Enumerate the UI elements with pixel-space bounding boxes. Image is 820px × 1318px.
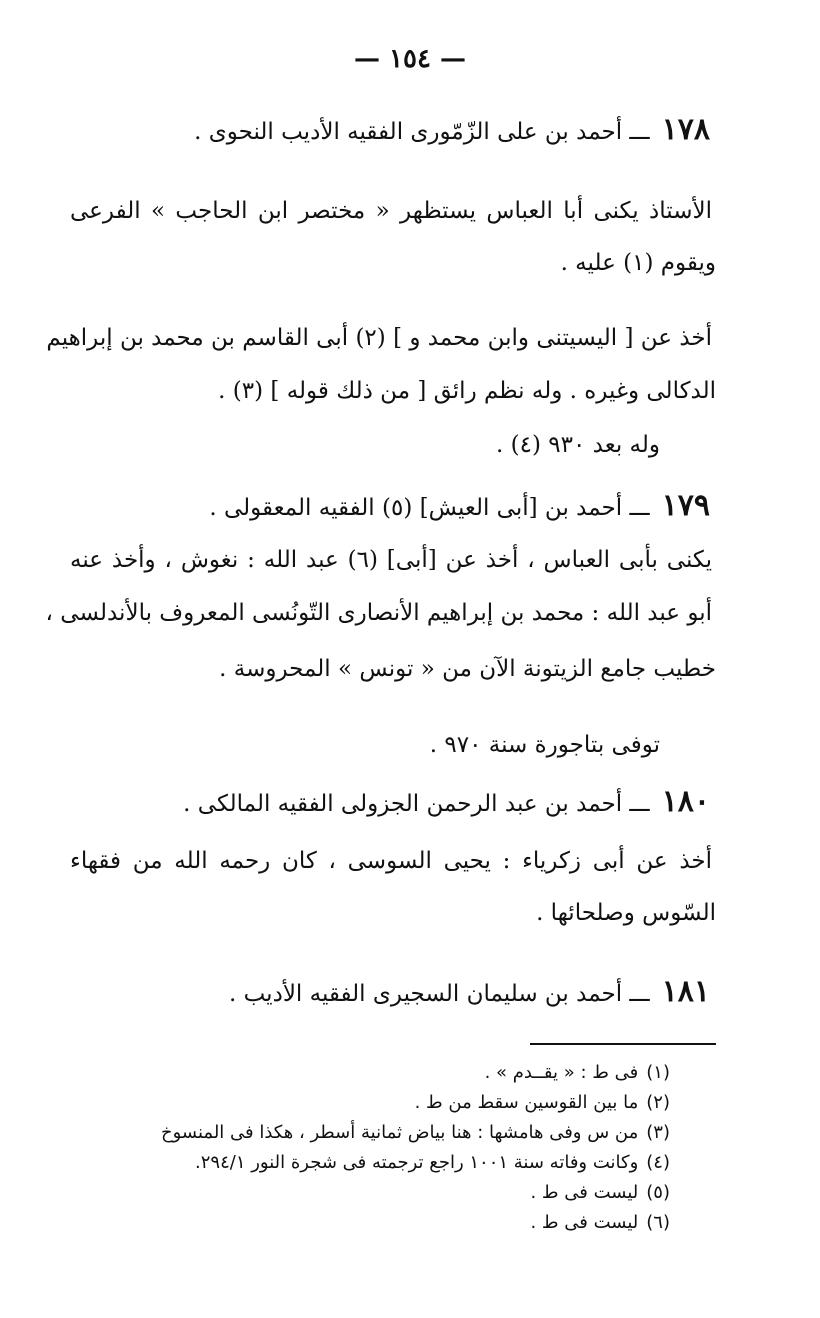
entry-title: ـــ أحمد بن سليمان السجيرى الفقيه الأديب . <box>228 981 650 1007</box>
footnote-number: (٦) <box>646 1212 670 1233</box>
entry-number: ١٨٠ <box>661 784 710 819</box>
paragraph-line: توفى بتاجورة سنة ٩٧٠ . <box>429 732 660 758</box>
entry-number: ١٨١ <box>661 974 710 1009</box>
page-number: — ١٥٤ — <box>353 44 467 74</box>
footnote-number: (٢) <box>646 1092 670 1113</box>
paragraph-line: الأستاذ يكنى أبا العباس يستظهر « مختصر ابن الحاجب » الفرعى <box>70 198 712 224</box>
paragraph-line: الدكالى وغيره . وله نظم رائق [ من ذلك قوله ] (٣) . <box>218 378 716 404</box>
footnote-text: من س وفى هامشها : هنا بياض ثمانية أسطر ، هكذا فى المنسوخ <box>161 1122 639 1143</box>
footnote-text: ما بين القوسين سقط من ط . <box>414 1092 639 1113</box>
footnote-4 <box>70 1152 670 1173</box>
footnote-3 <box>70 1122 670 1143</box>
paragraph-line: خطيب جامع الزيتونة الآن من « تونس » المحروسة . <box>219 656 716 682</box>
entry-heading-179 <box>60 488 710 523</box>
paragraph-line: يكنى بأبى العباس ، أخذ عن [أبى] (٦) عبد الله : نغوش ، وأخذ عنه <box>70 547 713 573</box>
footnote-separator <box>530 1043 716 1045</box>
footnote-6 <box>70 1212 670 1233</box>
paragraph-line: وله بعد ٩٣٠ (٤) . <box>496 432 660 458</box>
footnote-number: (٣) <box>646 1122 670 1143</box>
paragraph-line: أخذ عن [ اليسيتنى وابن محمد و ] (٢) أبى القاسم بن محمد بن إبراهيم <box>46 325 712 351</box>
paragraph-line: السّوس وصلحائها . <box>536 900 716 926</box>
entry-title: ـــ أحمد بن [أبى العيش] (٥) الفقيه المعقولى . <box>209 495 650 521</box>
paragraph-line: ويقوم (١) عليه . <box>560 250 716 276</box>
footnote-1 <box>70 1062 670 1083</box>
footnote-number: (٥) <box>646 1182 670 1203</box>
footnote-number: (٤) <box>646 1152 670 1173</box>
entry-number: ١٧٩ <box>661 488 710 523</box>
footnote-text: ليست فى ط . <box>530 1182 639 1203</box>
footnote-2 <box>70 1092 670 1113</box>
entry-heading-178 <box>60 112 710 147</box>
footnote-text: ليست فى ط . <box>530 1212 639 1233</box>
paragraph-line: أخذ عن أبى زكرياء : يحيى السوسى ، كان رحمه الله من فقهاء <box>70 848 712 874</box>
entry-heading-181 <box>60 974 710 1009</box>
paragraph-line: أبو عبد الله : محمد بن إبراهيم الأنصارى التّونُسى المعروف بالأندلسى ، <box>45 600 712 626</box>
footnote-text: وكانت وفاته سنة ١٠٠١ راجع ترجمته فى شجرة النور ٢٩٤/١. <box>195 1152 639 1173</box>
footnote-5 <box>70 1182 670 1203</box>
entry-title: ـــ أحمد بن على الزّمّورى الفقيه الأديب النحوى . <box>194 119 650 145</box>
entry-heading-180 <box>60 784 710 819</box>
footnote-number: (١) <box>646 1062 670 1083</box>
footnote-text: فى ط : « يقــدم » . <box>484 1062 639 1083</box>
entry-number: ١٧٨ <box>661 112 710 147</box>
entry-title: ـــ أحمد بن عبد الرحمن الجزولى الفقيه المالكى . <box>183 791 650 817</box>
